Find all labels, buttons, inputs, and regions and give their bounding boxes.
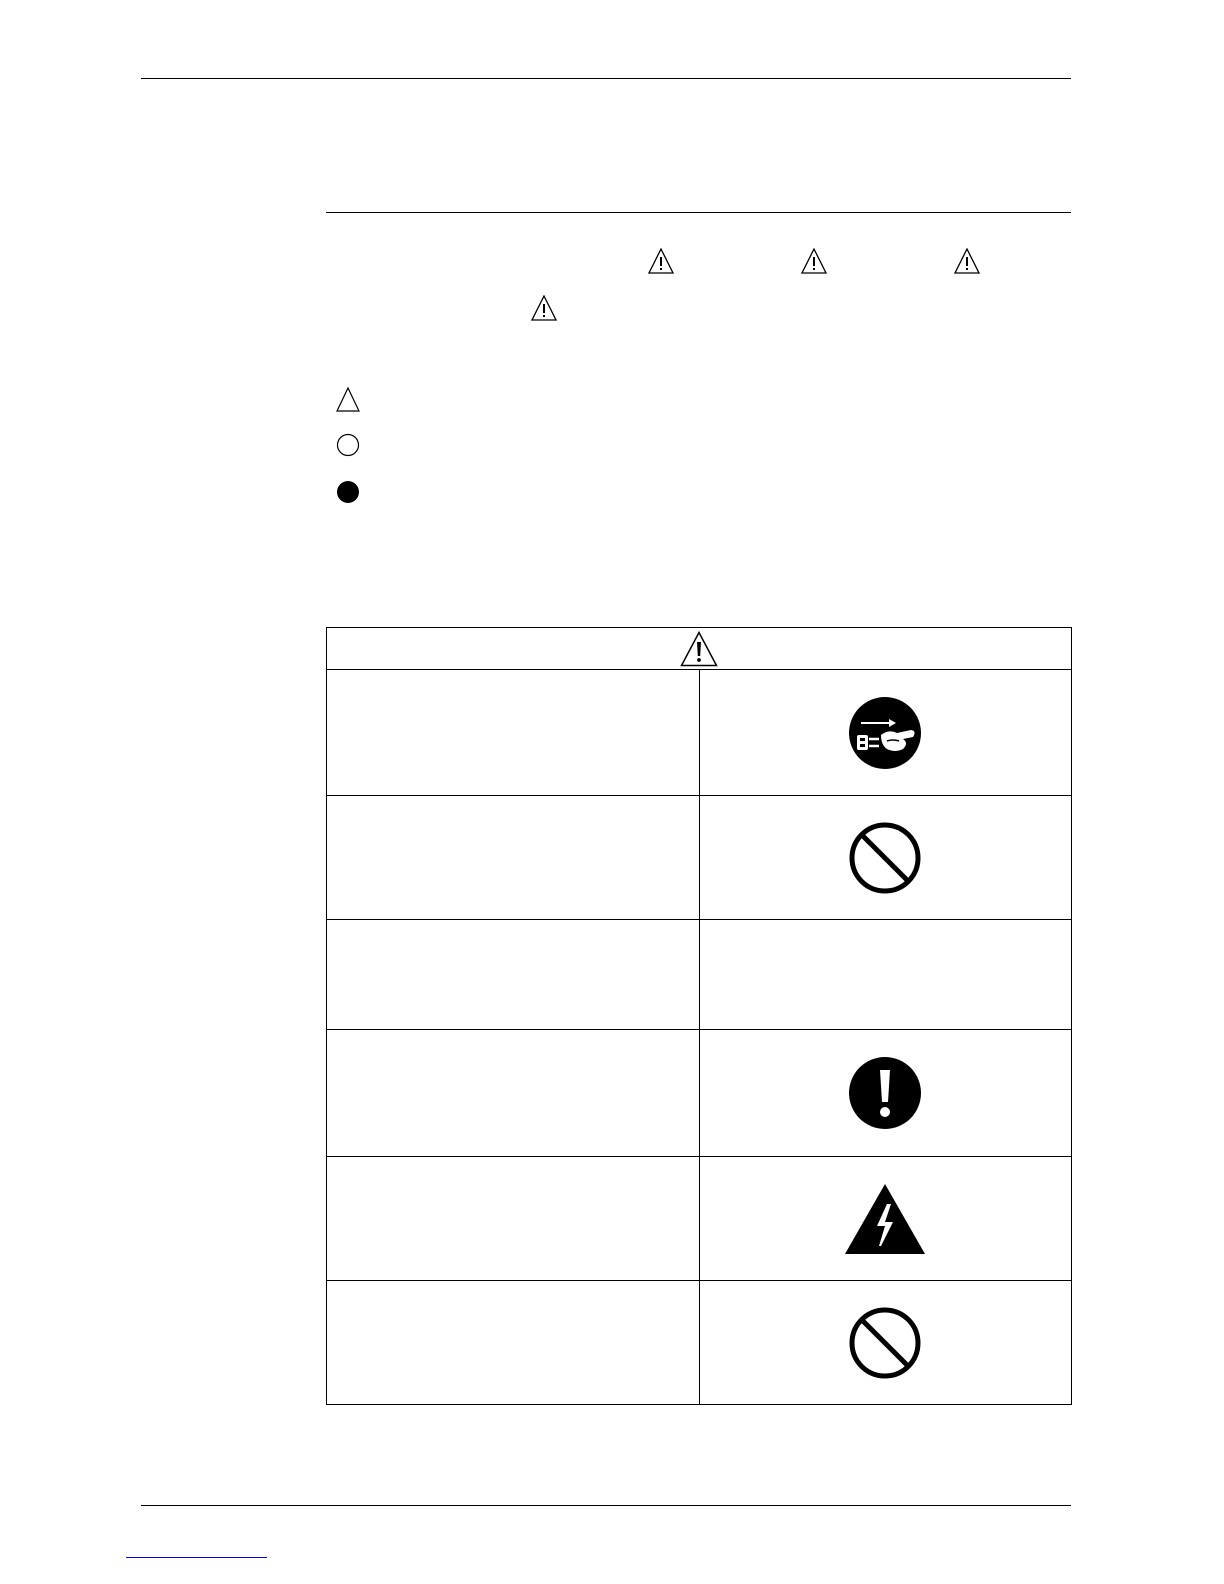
prohibited-icon (848, 821, 922, 895)
filled-circle-icon (336, 480, 360, 504)
safety-warning-table (326, 627, 1072, 1405)
row-text (327, 1030, 700, 1157)
electric-shock-icon (843, 1182, 927, 1256)
row-text (327, 1157, 700, 1281)
row-icon-cell (699, 1030, 1072, 1157)
section-rule (326, 212, 1071, 213)
outline-triangle-icon (335, 387, 361, 413)
table-row (327, 1281, 1072, 1405)
table-row (327, 670, 1072, 796)
unplug-power-icon (847, 695, 923, 771)
warning-triangle-icon (648, 248, 674, 274)
table-row (327, 796, 1072, 920)
footer-rule (141, 1505, 1071, 1506)
row-text (327, 796, 700, 920)
table-row (327, 1157, 1072, 1281)
outline-circle-icon (336, 433, 360, 457)
mandatory-action-icon (848, 1056, 922, 1130)
row-text (327, 1281, 700, 1405)
row-icon-cell (699, 1157, 1072, 1281)
warning-triangle-icon (531, 295, 557, 321)
warning-triangle-icon (680, 631, 718, 667)
table-header (327, 628, 1072, 670)
warning-triangle-icon (954, 248, 980, 274)
row-text (327, 670, 700, 796)
footer-link-underline[interactable] (126, 1557, 267, 1558)
row-icon-cell (699, 1281, 1072, 1405)
table-row (327, 920, 1072, 1030)
warning-triangle-icon (801, 248, 827, 274)
prohibited-icon (848, 1306, 922, 1380)
row-icon-cell (699, 796, 1072, 920)
header-rule (141, 78, 1071, 79)
row-icon-cell (699, 920, 1072, 1030)
row-icon-cell (699, 670, 1072, 796)
row-text (327, 920, 700, 1030)
table-row (327, 1030, 1072, 1157)
